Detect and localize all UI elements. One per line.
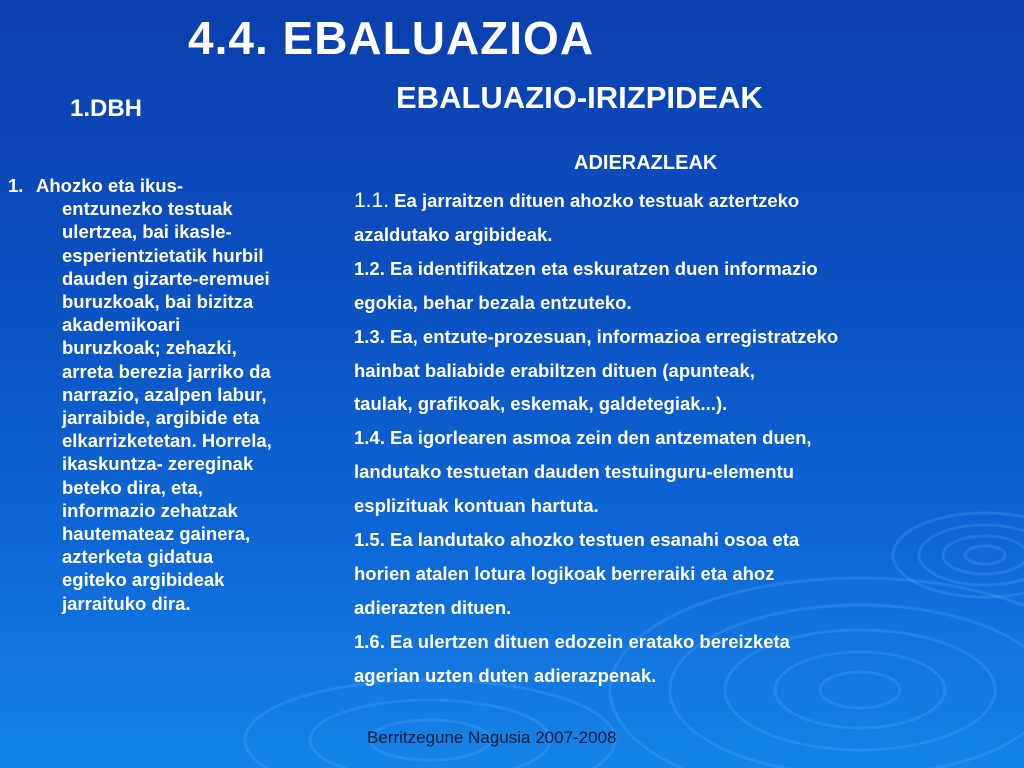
criterion-line: akademikoari — [62, 314, 181, 336]
indicators-heading: ADIERAZLEAK — [574, 152, 718, 174]
indicator-line: adierazten dituen. — [354, 596, 512, 618]
criterion-line: elkarrizketetan. Horrela, — [62, 430, 272, 452]
indicator-item — [354, 523, 994, 625]
slide-subtitle: EBALUAZIO-IRIZPIDEAK — [396, 80, 763, 115]
criterion-line: buruzkoak, bai bizitza — [62, 291, 254, 313]
criterion-line: beteko dira, eta, — [62, 476, 203, 498]
indicator-line: hainbat baliabide erabiltzen dituen (apunteak, — [354, 359, 755, 381]
criterion-number: 1. — [8, 175, 24, 196]
criterion-line: azterketa gidatua — [62, 546, 214, 568]
criterion-line: entzunezko testuak — [62, 198, 233, 220]
indicator-item — [354, 320, 994, 422]
indicator-line: Ea jarraitzen dituen ahozko testuak aztertzeko — [394, 190, 800, 211]
indicator-line: Ea identifikatzen eta eskuratzen duen informazio — [390, 257, 818, 279]
criterion-line: Ahozko eta ikus- — [36, 175, 183, 196]
indicator-item — [354, 625, 994, 693]
criterion-line: buruzkoak; zehazki, — [62, 337, 237, 359]
indicator-line: Ea ulertzen dituen edozein eratako bereizketa — [390, 630, 790, 652]
indicator-line: Ea, entzute-prozesuan, informazioa erregistratzeko — [390, 325, 839, 347]
slide-footer: Berritzegune Nagusia 2007-2008 — [367, 728, 617, 747]
criterion-line: dauden gizarte-eremuei — [62, 267, 270, 289]
indicators-list — [354, 184, 994, 693]
criterion-line: arreta berezia jarriko da — [62, 360, 271, 382]
indicator-number: 1.6. — [354, 630, 385, 652]
indicator-number: 1.2. — [354, 257, 385, 279]
indicator-line: landutako testuetan dauden testuinguru-elementu — [354, 461, 794, 483]
criterion-line: egiteko argibideak — [62, 569, 225, 591]
indicator-item — [354, 421, 994, 523]
evaluation-criterion — [8, 174, 334, 615]
criterion-line: jarraituko dira. — [62, 592, 191, 614]
indicator-line: egokia, behar bezala entzuteko. — [354, 291, 632, 313]
criterion-text — [36, 174, 334, 615]
indicator-line: Ea igorlearen asmoa zein den antzematen duen, — [390, 427, 812, 449]
indicator-number: 1.3. — [354, 325, 385, 347]
criterion-line: informazio zehatzak — [62, 499, 238, 521]
indicator-line: Ea landutako ahozko testuen esanahi osoa eta — [390, 529, 800, 551]
education-level: 1.DBH — [70, 95, 143, 122]
criterion-line: jarraibide, argibide eta — [62, 407, 260, 429]
criterion-line: narrazio, azalpen labur, — [62, 383, 267, 405]
indicator-item — [354, 252, 994, 320]
indicator-number: 1.4. — [354, 427, 385, 449]
indicator-number: 1.5. — [354, 529, 385, 551]
indicator-line: horien atalen lotura logikoak berreraiki eta ahoz — [354, 562, 775, 584]
indicator-line: esplizituak kontuan hartuta. — [354, 495, 599, 517]
criterion-line: ulertzea, bai ikasle- — [62, 221, 232, 243]
slide-title: 4.4. EBALUAZIOA — [188, 12, 595, 64]
indicator-item — [354, 184, 994, 252]
criterion-line: esperientzietatik hurbil — [62, 244, 264, 266]
criterion-line: ikaskuntza- zereginak — [62, 453, 254, 475]
indicator-line: agerian uzten duten adierazpenak. — [354, 664, 657, 686]
indicator-number: 1.1. — [354, 189, 390, 212]
indicator-line: taulak, grafikoak, eskemak, galdetegiak...). — [354, 393, 728, 415]
indicator-line: azaldutako argibideak. — [354, 223, 553, 245]
criterion-line: hautemateaz gainera, — [62, 523, 251, 545]
